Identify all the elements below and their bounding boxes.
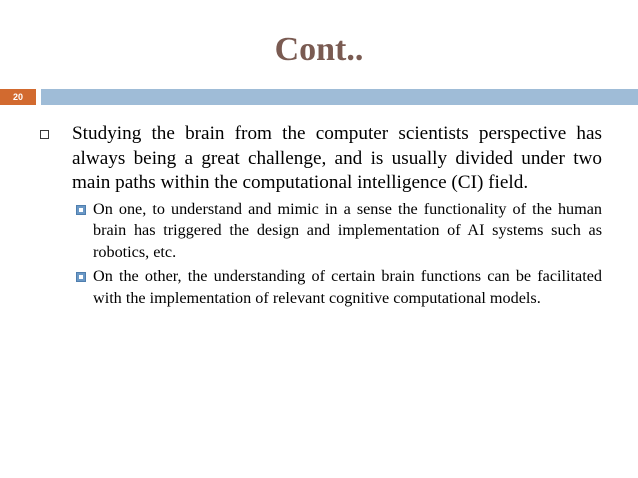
sub-bullet-item [36,266,602,309]
sub-bullet-text: On the other, the understanding of certain brain functions can be facilitated with the implementation of relevant cognitive computational models. [93,267,602,307]
bullet-item [36,122,602,196]
slide-title: Cont.. [274,31,364,68]
sub-bullet-text: On one, to understand and mimic in a sense the functionality of the human brain has triggered the design and implementation of AI systems such as robotics, etc. [93,199,602,261]
slide-number-badge: 20 [0,89,36,105]
sub-bullet-list [36,199,602,310]
slide-content [36,122,602,312]
filled-square-bullet-icon [76,272,86,282]
sub-bullet-item [36,199,602,264]
hollow-square-bullet-icon [40,130,49,139]
header-bar [41,89,638,105]
filled-square-bullet-icon [76,205,86,215]
bullet-text: Studying the brain from the computer scientists perspective has always being a great challenge, and is usually divided under two main paths within the computational intelligence (CI) field. [72,123,602,193]
